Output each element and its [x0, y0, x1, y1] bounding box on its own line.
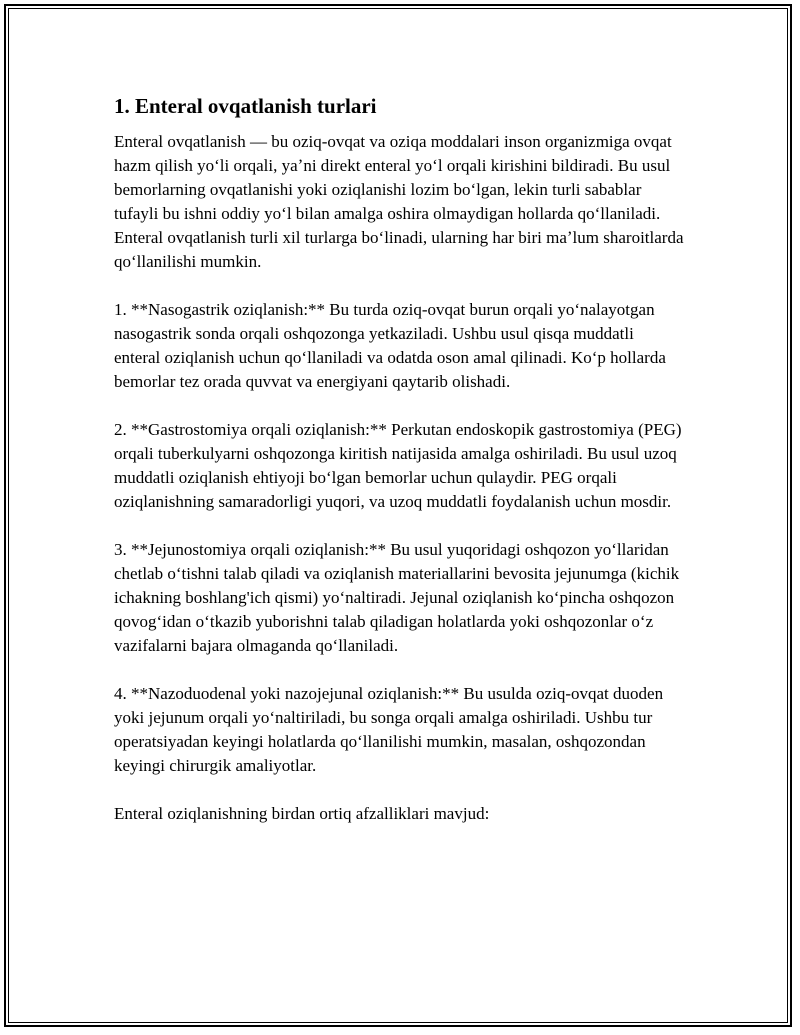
section-heading: 1. Enteral ovqatlanish turlari	[114, 94, 377, 118]
advantages-intro-paragraph: Enteral oziqlanishning birdan ortiq afzalliklari mavjud:	[114, 804, 490, 823]
document-body	[114, 92, 684, 850]
gastrostomy-paragraph: 2. **Gastrostomiya orqali oziqlanish:** Perkutan endoskopik gastrostomiya (PEG) orqali tuberkulyarni oshqozonga kiritish natijasida amalga oshiriladi. Bu usul uzoq muddatli oziqlanish ehtiyoji boʻlgan bemorlar uchun qulaydir. PEG orqali oziqlanishning samaradorligi yuqori, va uzoq muddatli foydalanish uchun mosdir.	[114, 420, 682, 511]
nasogastric-paragraph: 1. **Nasogastrik oziqlanish:** Bu turda oziq-ovqat burun orqali yoʻnalayotgan nasogastrik sonda orqali oshqozonga yetkaziladi. Ushbu usul qisqa muddatli enteral oziqlanish uchun qoʻllaniladi va odatda oson amal qilinadi. Koʻp hollarda bemorlar tez orada quvvat va energiyani qaytarib olishadi.	[114, 300, 666, 391]
nasoduodenal-paragraph: 4. **Nazoduodenal yoki nazojejunal oziqlanish:** Bu usulda oziq-ovqat duoden yoki jejunum orqali yoʻnaltiriladi, bu songa orqali amalga oshiriladi. Ushbu tur operatsiyadan keyingi holatlarda qoʻllanilishi mumkin, masalan, oshqozondan keyingi chirurgik amaliyotlar.	[114, 684, 664, 775]
jejunostomy-paragraph: 3. **Jejunostomiya orqali oziqlanish:** Bu usul yuqoridagi oshqozon yoʻllaridan chetlab oʻtishni talab qiladi va oziqlanish materiallarini bevosita jejunumga (kichik ichakning boshlang'ich qismi) yoʻnaltiradi. Jejunal oziqlanish koʻpincha oshqozon qovogʻidan oʻtkazib yuborishni talab qiladigan holatlarda yoki oshqozonlar oʻz vazifalarni bajara olmaganda qoʻllaniladi.	[114, 540, 680, 655]
intro-paragraph: Enteral ovqatlanish — bu oziq-ovqat va oziqa moddalari inson organizmiga ovqat hazm qilish yoʻli orqali, yaʼni direkt enteral yoʻl orqali kirishini bildiradi. Bu usul bemorlarning ovqatlanishi yoki oziqlanishi lozim boʻlgan, lekin turli sabablar tufayli bu ishni oddiy yoʻl bilan amalga oshira olmaydigan hollarda qoʻllaniladi. Enteral ovqatlanish turli xil turlarga boʻlinadi, ularning har biri maʼlum sharoitlarda qoʻllanilishi mumkin.	[114, 132, 684, 271]
